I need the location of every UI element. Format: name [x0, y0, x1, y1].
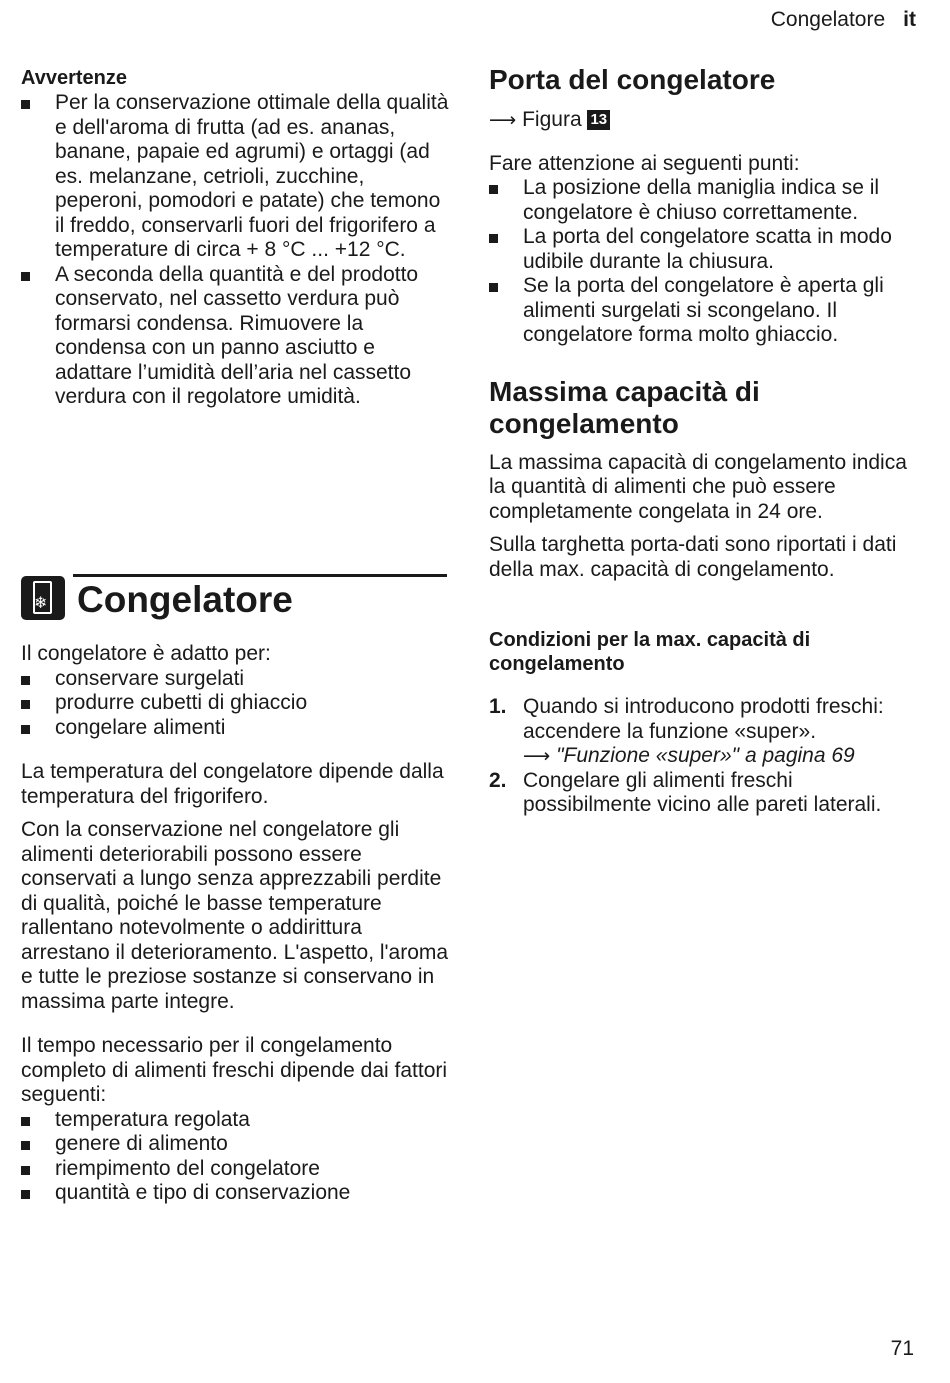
freezer-uses-block [21, 642, 451, 1206]
step-text: Quando si introducono prodotti freschi: accendere la funzione «super». [523, 695, 884, 743]
step-item [489, 769, 903, 818]
factor-item: quantità e tipo di conservazione [21, 1181, 451, 1206]
paragraph: Con la conservazione nel congelatore gli alimenti deteriorabili possono essere conservati a lungo senza apprezzabili perdite di qualità, poiché le basse temperature rallentano notevolmente o addirittura arrestano il deterioramento. L'aspetto, l'aroma e tutte le preziose sostanze si conservano in massima parte integre. [21, 818, 449, 1013]
section-rule [73, 574, 447, 577]
warnings-title: Avvertenze [21, 67, 127, 89]
figure-number: 13 [587, 110, 610, 130]
step-number: 1. [489, 695, 507, 718]
section-title: Congelatore [77, 579, 293, 620]
use-item: produrre cubetti di ghiaccio [21, 691, 451, 716]
arrow-right-icon: ⟶ [523, 745, 551, 767]
warning-item: Per la conservazione ottimale della qualità e dell'aroma di frutta (ad es. ananas, banane, papaie ed agrumi) e ortaggi (ad es. melanzane, cetrioli, zucchine, peperoni, pomodori e patate) che temono il freddo, conservarli fuori del frigorifero a temperature di circa + 8 °C ... +12 °C. [21, 91, 455, 263]
uses-list [21, 667, 451, 741]
use-item: conservare surgelati [21, 667, 451, 692]
step-text: Congelare gli alimenti freschi possibilmente vicino alle pareti laterali. [523, 768, 882, 816]
conditions-title: Condizioni per la max. capacità di congelamento [489, 629, 811, 675]
door-block [489, 64, 919, 818]
figure-reference [489, 108, 919, 133]
factors-list [21, 1108, 451, 1206]
running-header [771, 8, 916, 32]
arrow-right-icon: ⟶ [489, 109, 517, 131]
warnings-list [21, 91, 451, 410]
paragraph: La temperatura del congelatore dipende dalla temperatura del frigorifero. [21, 760, 444, 808]
warning-item: A seconda della quantità e del prodotto conservato, nel cassetto verdura può formarsi condensa. Rimuovere la condensa con un panno asciutto e adattare l’umidità dell’aria nel cassetto verdura con il regolatore umidità. [21, 263, 455, 410]
capacity-title: Massima capacità di congelamento [489, 375, 760, 439]
door-point: Se la porta del congelatore è aperta gli alimenti surgelati si scongelano. Il congelatore forma molto ghiaccio. [489, 274, 919, 348]
page-reference-link[interactable]: "Funzione «super»" a pagina 69 [556, 744, 855, 767]
page-number: 71 [890, 1337, 914, 1360]
use-item: congelare alimenti [21, 716, 451, 741]
step-number: 2. [489, 768, 507, 792]
door-points-list [489, 176, 919, 348]
uses-intro: Il congelatore è adatto per: [21, 642, 271, 665]
factor-item: genere di alimento [21, 1132, 451, 1157]
factor-item: riempimento del congelatore [21, 1157, 451, 1182]
step-item [489, 695, 903, 769]
paragraph: La massima capacità di congelamento indica la quantità di alimenti che può essere completamente congelata in 24 ore. [489, 450, 907, 523]
header-language: it [903, 8, 916, 31]
warnings-block [21, 66, 451, 410]
header-section: Congelatore [770, 8, 886, 31]
door-title: Porta del congelatore [489, 64, 776, 95]
paragraph: Sulla targhetta porta-dati sono riportati i dati della max. capacità di congelamento. [489, 533, 897, 581]
paragraph: Il tempo necessario per il congelamento completo di alimenti freschi dipende dai fattori seguenti: [21, 1034, 448, 1106]
factor-item: temperatura regolata [21, 1108, 451, 1133]
figure-label: Figura [522, 108, 582, 131]
door-intro: Fare attenzione ai seguenti punti: [489, 151, 800, 175]
door-point: La posizione della maniglia indica se il congelatore è chiuso correttamente. [489, 176, 919, 225]
freezer-icon: ❄ [21, 576, 65, 620]
door-point: La porta del congelatore scatta in modo udibile durante la chiusura. [489, 225, 919, 274]
steps-list [489, 695, 919, 818]
